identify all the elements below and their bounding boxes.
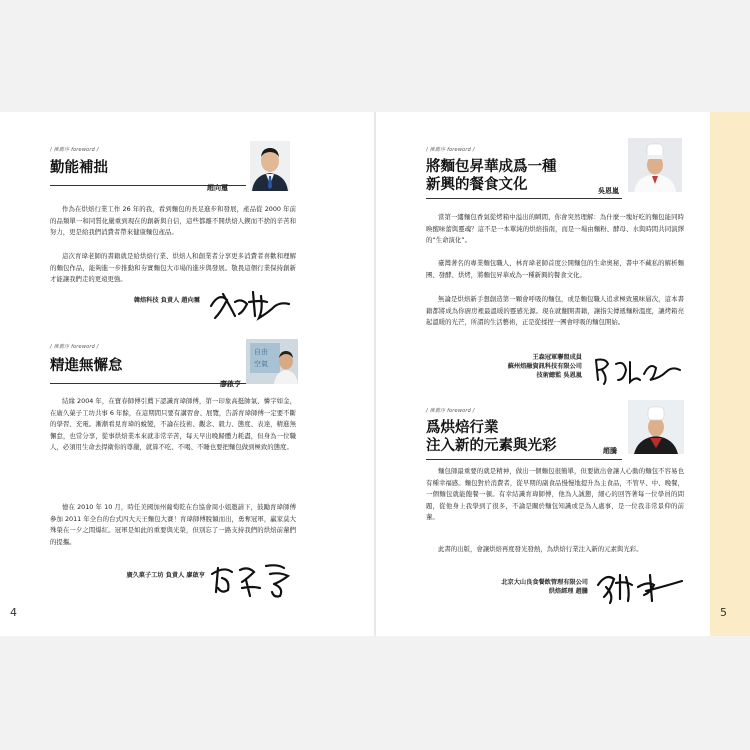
author-photo [628, 400, 684, 454]
section-title-line-1: 將麵包昇華成爲一種 [426, 159, 557, 175]
handwritten-signature [205, 282, 295, 324]
title-underline [50, 383, 246, 384]
paragraph: 當第一縷麵包香氣從烤箱中溢出的瞬間，你會突然理解：為什麼一塊好吃的麵包能同時喚醒味蕾與靈魂？這不是一本單純的烘焙指南，而是一場由麵粉、酵母、水與時間共同演繹的“生命演化”。 [426, 213, 684, 244]
photo-sign-bottom: 空氣 [254, 360, 268, 368]
signature-caption-line: 王森冠軍聯盟成員 [532, 354, 582, 361]
photo-sign-top: 自由 [254, 348, 268, 356]
page-number-left: 4 [10, 606, 17, 619]
author-photo [250, 141, 290, 191]
paragraph: 憶在 2010 年 10 月，時任美國加州葡萄乾在台協會周小姐邀請下，鼓勵育瑋師傅參加 2011 年全台的台式四大天王麵包大賽！育瑋師傅脫穎而出，勇奪冠軍，贏家莫大殊榮在一夕之間爆紅。冠軍是如此的重要與光榮，但別忘了一路支持我們的烘焙前輩們的提攜。 [50, 503, 296, 546]
paragraph: 臺灣著名的專業麵包職人，林育瑋老師首度公開麵包的生命奧秘，書中不藏私的解析麵團、發酵、烘烤，將麵包昇華成為一種新興的餐食文化。 [426, 259, 684, 279]
signature-caption-line: 北京大山良食餐飲管理有限公司 [501, 579, 588, 586]
handwritten-signature [590, 350, 685, 388]
handwritten-signature [204, 556, 299, 600]
foreword-tag: / 推薦序 foreword / [426, 147, 475, 153]
paragraph: 此書的出版，會讓烘焙再度發光發熱，為烘焙行業注入新的元素與光彩。 [438, 545, 643, 553]
title-underline [426, 459, 622, 460]
section-author: 廖啟亨 [220, 380, 241, 388]
section-title-line-2: 注入新的元素與光彩 [426, 438, 557, 454]
signature-caption-line: 蘇州焙融資訊科技有限公司 [507, 363, 582, 370]
section-title: 勤能補拙 [50, 160, 108, 176]
section-title-line-1: 爲烘焙行業 [426, 420, 499, 436]
title-underline [426, 198, 622, 199]
section-author: 吳恩嵐 [598, 187, 619, 195]
signature-caption: 廣久菓子工坊 負責人 廖啟亨 [126, 572, 205, 579]
page-edge-tab [710, 112, 750, 636]
handwritten-signature [592, 567, 688, 607]
author-photo [628, 138, 682, 192]
paragraph: 這次育瑋老師的書籍就是給烘焙行業、烘焙人和創業者分享更多消費者喜歡和理解的麵包作品，能夠進一步推動和夯實麵包大市場的進步與發展。敬畏這個行業保持創新才能讓我們走的更遠更強。 [50, 252, 296, 283]
page-number-right: 5 [720, 606, 727, 619]
paragraph: 作為在烘焙行業工作 26 年的我，看到麵包的長足進步和發展，產品從 2000 年前的品類單一和同質化嚴重到現在的創新與自信，這些都離不開烘焙人鍥而不捨的辛苦和努力，更是給我們消費者帶來健康麵包產品。 [50, 205, 296, 236]
section-author: 趙騰 [603, 447, 617, 455]
section-title: 精進無懈怠 [50, 358, 123, 374]
signature-caption-line: 烘焙經理 趙騰 [548, 588, 588, 595]
author-photo [246, 339, 298, 384]
foreword-tag: / 推薦序 foreword / [426, 408, 475, 414]
foreword-tag: / 推薦序 foreword / [50, 344, 99, 350]
section-author: 趙向璽 [207, 184, 228, 192]
foreword-tag: / 推薦序 foreword / [50, 147, 99, 153]
section-title-line-2: 新興的餐食文化 [426, 177, 528, 193]
paragraph: 麵包師最重要的就是精神，做出一個麵包很簡單，但要做出會讓人心動的麵包不容易也有種幸福感。麵包對於消費者，從早期的副食品慢慢地提升為主食品，不管早、中、晚餐，一個麵包就能飽餐一頓。有幸結識育瑋師傅，他為人誠懇，細心的回答著每一位學員的問題，從他身上我學到了很多，不論是關於麵包知識或是為人處事，是一位我非常景仰的前輩。 [426, 467, 684, 521]
signature-caption-line: 技術總監 吳恩嵐 [536, 372, 582, 379]
paragraph: 結緣 2004 年，在寶春師傅引薦下認識育瑋師傅，第一印象高挺帥氣、憐字如金，在廣久菓子工坊共事 6 年餘，在這期間只要有講習會、展覽，告訴育瑋師傅一定要不斷的學習、充電。漸漸看見育瑋的蛻變，不論在技術、觀念、毅力、態度、表達，精進無懈怠，也常分享，從事烘焙業本來就非常辛苦，每天早出晚歸體力耗盡，但身為一位職人，必須用生命去捍衛你的尊嚴，就算不吃、不喝、不睡也要把麵包做到極致的態度。 [50, 397, 296, 451]
signature-caption: 韓焙科技 負責人 趙向璽 [133, 297, 200, 304]
paragraph: 無論是烘焙新手想創造第一顆會呼吸的麵包，或是麵包職人追求極致風味層次，這本書籍都將成為你廚房裡最溫暖的靈感光源。現在就翻開書籍，讓指尖傳遞麵粉溫度，讓烤箱亮起溫暖的光芒，所謂的生活藝術，正是從揉捏一團會呼吸的麵包開始。 [426, 295, 684, 326]
